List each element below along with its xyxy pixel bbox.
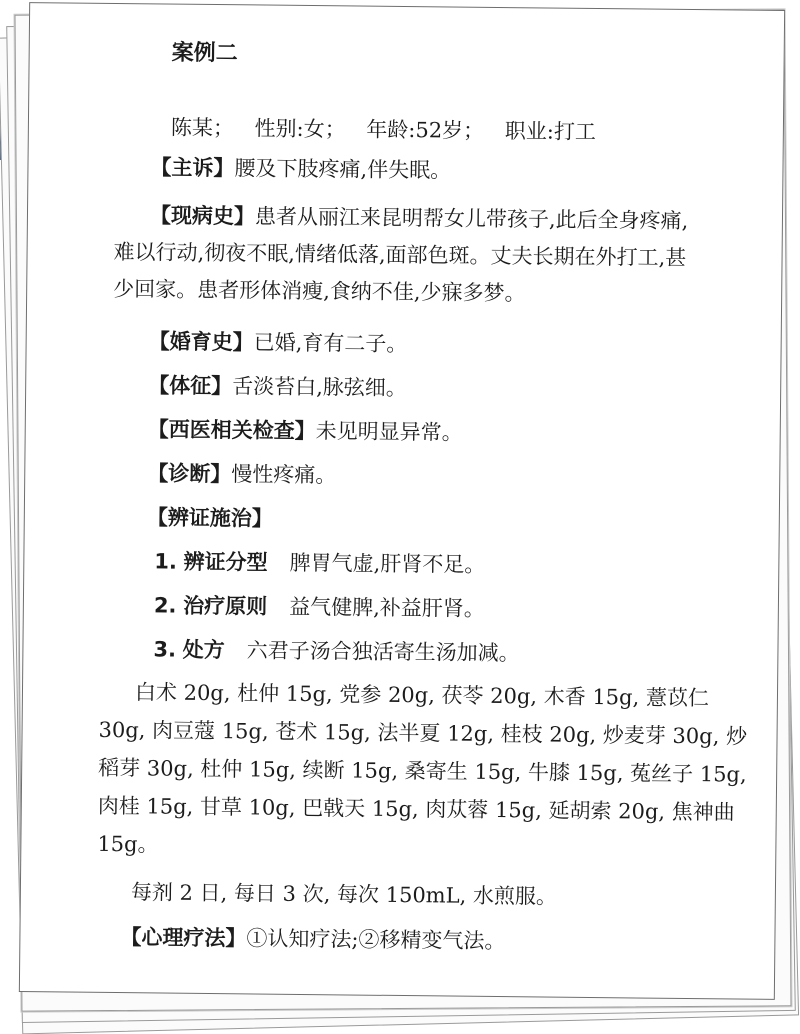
marriage-tag: 【婚育史】 <box>148 329 254 355</box>
item-number: 2. <box>153 593 177 618</box>
history-row <box>150 200 689 236</box>
marriage-text: 已婚,育有二子。 <box>253 330 408 357</box>
patient-info <box>171 113 596 147</box>
item-text: 益气健脾,补益肝肾。 <box>289 594 485 621</box>
patient-job: 职业:打工 <box>504 119 597 145</box>
signs-tag: 【体征】 <box>148 373 233 399</box>
prescription-line: 稻芽 30g, 杜仲 15g, 续断 15g, 桑寄生 15g, 牛膝 15g, 菟丝子 15g, <box>98 755 747 787</box>
item-number: 3. <box>153 637 177 662</box>
patient-age: 年龄:52岁； <box>366 117 485 143</box>
history-line: 患者从丽江来昆明帮女儿带孩子,此后全身疼痛, <box>254 204 689 233</box>
diagnosis-text: 慢性疼痛。 <box>231 462 337 488</box>
patient-gender: 性别:女； <box>254 116 346 142</box>
psych-tag: 【心理疗法】 <box>120 925 247 951</box>
treatment-heading <box>147 502 273 533</box>
prescription-line: 肉桂 15g, 甘草 10g, 巴戟天 15g, 肉苁蓉 15g, 延胡索 20g, 焦神曲 <box>97 793 735 825</box>
treatment-tag: 【辨证施治】 <box>146 505 273 531</box>
document-page <box>19 2 785 1000</box>
item-number: 1. <box>154 549 178 574</box>
diagnosis-tag: 【诊断】 <box>147 461 232 487</box>
diagnosis-row <box>147 458 336 490</box>
exam-row <box>148 414 463 447</box>
dosage-line: 每剂 2 日, 每日 3 次, 每次 150mL, 水煎服。 <box>130 880 558 909</box>
complaint-tag: 【主诉】 <box>150 155 235 181</box>
exam-tag: 【西医相关检查】 <box>147 417 316 444</box>
item-text: 脾胃气虚,肝肾不足。 <box>289 550 486 577</box>
complaint-row <box>150 152 451 185</box>
case-title: 案例二 <box>171 40 238 67</box>
prescription-line: 30g, 肉豆蔻 15g, 苍术 15g, 法半夏 12g, 桂枝 20g, 炒麦芽 30g, 炒 <box>98 717 748 749</box>
marriage-row <box>149 326 408 359</box>
history-tag: 【现病史】 <box>149 203 256 229</box>
treatment-item <box>154 590 485 623</box>
treatment-item <box>153 634 520 668</box>
item-label: 辨证分型 <box>183 549 268 575</box>
treatment-item <box>154 546 485 579</box>
item-label: 处方 <box>182 637 225 663</box>
prescription-line: 白术 20g, 杜仲 15g, 党参 20g, 茯苓 20g, 木香 15g, 薏苡仁 <box>134 680 710 711</box>
signs-row <box>148 370 407 403</box>
history-line: 少回家。患者形体消瘦,食纳不佳,少寐多梦。 <box>113 276 526 306</box>
patient-name: 陈某； <box>170 115 235 141</box>
item-text: 六君子汤合独活寄生汤加减。 <box>246 638 520 666</box>
item-label: 治疗原则 <box>183 593 268 619</box>
psych-row <box>120 922 505 956</box>
history-line: 难以行动,彻夜不眠,情绪低落,面部色斑。丈夫长期在外打工,甚 <box>113 239 687 270</box>
exam-text: 未见明显异常。 <box>315 419 463 445</box>
psych-text: ①认知疗法;②移精变气法。 <box>246 926 506 954</box>
signs-text: 舌淡苔白,脉弦细。 <box>232 374 407 401</box>
prescription-line: 15g。 <box>97 831 159 857</box>
complaint-text: 腰及下肢疼痛,伴失眠。 <box>234 156 452 183</box>
